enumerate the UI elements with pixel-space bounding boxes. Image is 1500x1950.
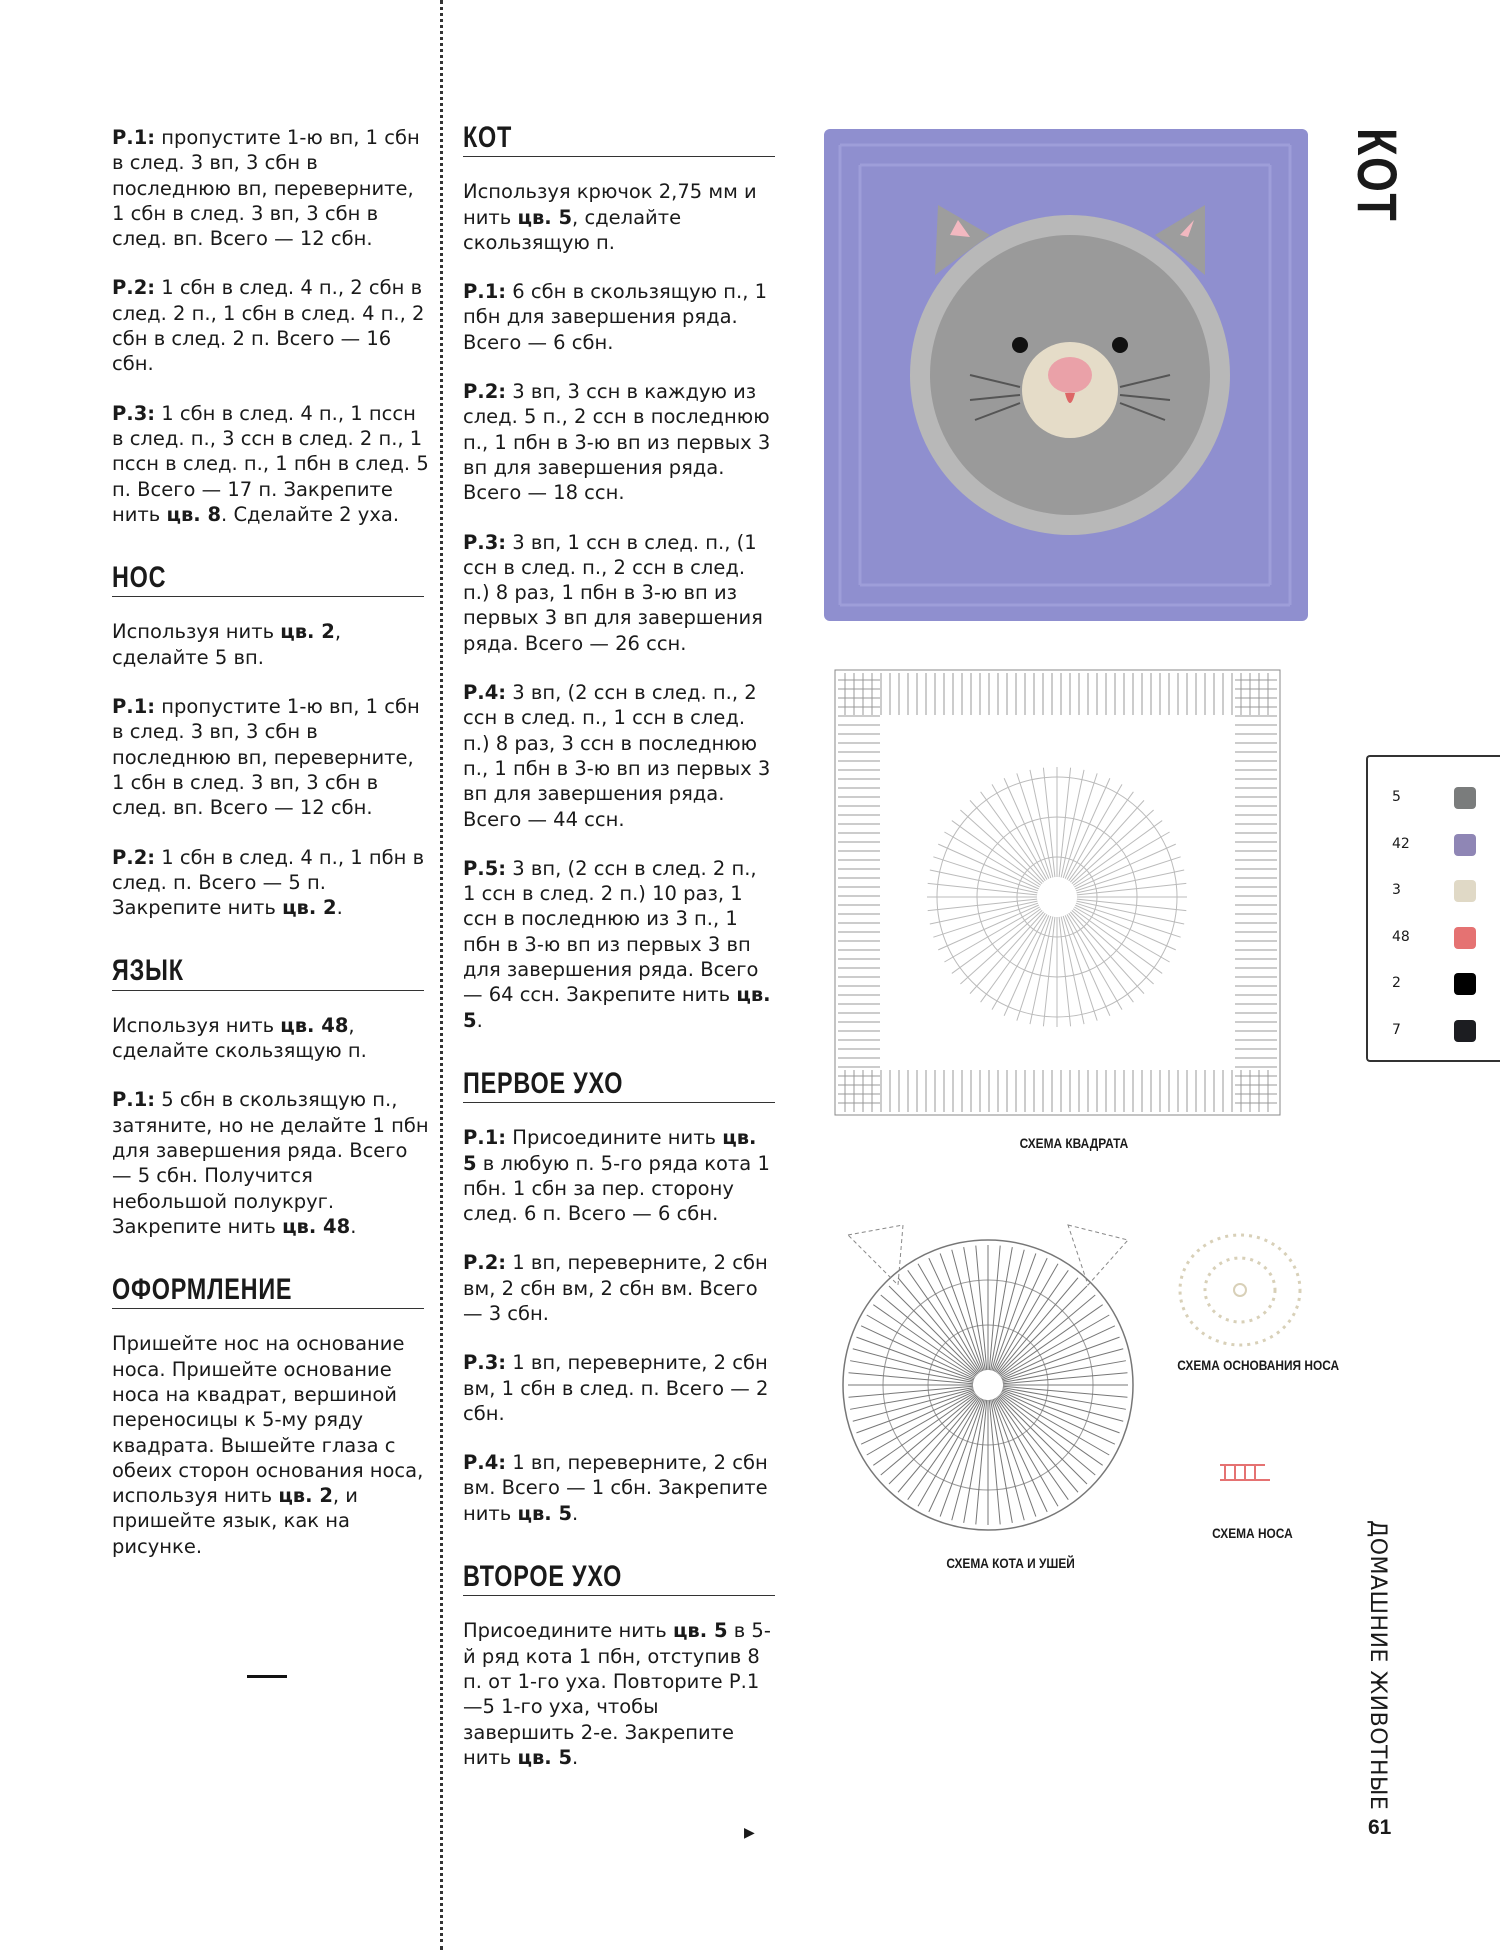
bold-text: Р.4: xyxy=(463,681,507,705)
section-heading: ВТОРОЕ УХО xyxy=(463,1564,775,1596)
stitch-mark xyxy=(849,1386,974,1397)
cat-square-photo xyxy=(820,125,1312,625)
section-heading: ЯЗЫК xyxy=(112,958,424,990)
section-heading: НОС xyxy=(112,565,424,597)
instruction-paragraph xyxy=(112,1331,430,1559)
middle-column xyxy=(463,121,775,1794)
bold-text: Р.3: xyxy=(463,530,507,554)
stitch-mark xyxy=(992,914,1047,1009)
legend-item xyxy=(1392,973,1482,995)
text: 1 сбн в след. 4 п., 1 пбн в след. п. Всего — 5 п. Закрепите нить xyxy=(112,845,425,920)
stitch-mark xyxy=(991,1247,1013,1370)
stitch-mark xyxy=(1074,832,1169,887)
text: Пришейте нос на основание носа. Пришейте основание носа на квадрат, вершиной переносицы к 5-му ряду квадрата. Вышейте глаза с обеих сторон основания носа, используя нить xyxy=(112,1332,424,1508)
instruction-paragraph xyxy=(463,1450,775,1526)
text: . xyxy=(572,1501,579,1525)
instruction-paragraph xyxy=(463,680,775,832)
section-heading: ПЕРВОЕ УХО xyxy=(463,1071,775,1103)
square-diagram xyxy=(830,665,1285,1120)
text: , сделайте скользящую п. xyxy=(112,1013,367,1063)
stitch-mark xyxy=(1003,1373,1128,1384)
nose-diagram xyxy=(1215,1455,1275,1495)
instruction-paragraph xyxy=(463,530,775,656)
color-number: 42 xyxy=(1392,835,1410,852)
stitch-mark xyxy=(849,1373,974,1384)
text: 3 вп, 1 ссн в след. п., (1 ссн в след. п., 2 ссн в след. п.) 8 раз, 1 пбн в 3-ю вп из первых 3 вп для завершения ряда. Всего — 26 ссн. xyxy=(463,530,763,655)
stitch-mark xyxy=(989,1246,1000,1371)
legend-item xyxy=(1392,1020,1482,1042)
text: . xyxy=(572,1745,579,1769)
section-heading: КОТ xyxy=(463,125,775,157)
instruction-paragraph xyxy=(112,1087,430,1239)
instruction-paragraph xyxy=(112,845,430,921)
text: Используя нить xyxy=(112,620,281,644)
bold-text: Р.1: xyxy=(112,126,156,149)
text: Присоедините нить xyxy=(463,1619,673,1643)
stitch-mark xyxy=(1000,1305,1102,1377)
color-swatch xyxy=(1454,787,1476,809)
bold-text: цв. 48 xyxy=(280,1013,349,1037)
color-swatch xyxy=(1454,834,1476,856)
stitch-mark xyxy=(1000,1394,1102,1466)
stitch-mark xyxy=(952,1250,984,1371)
instruction-paragraph xyxy=(112,401,430,527)
bold-text: цв. 2 xyxy=(280,620,335,644)
stitch-mark xyxy=(908,1397,980,1499)
bold-text: Р.3: xyxy=(463,1351,507,1375)
stitch-mark xyxy=(992,1399,1024,1520)
bold-text: цв. 5 xyxy=(463,983,771,1032)
stitch-mark xyxy=(1003,1386,1128,1397)
stitch-mark xyxy=(1003,1361,1126,1383)
text: , сделайте 5 вп. xyxy=(112,620,342,669)
stitch-mark xyxy=(1074,907,1169,962)
color-swatch xyxy=(1454,927,1476,949)
text: 1 сбн в след. 4 п., 2 сбн в след. 2 п., 1 сбн в след. 4 п., 2 сбн в след. 2 п. Всего — 16 сбн. xyxy=(112,276,425,376)
bold-text: Р.4: xyxy=(463,1451,507,1475)
color-swatch xyxy=(1454,973,1476,995)
text: в любую п. 5-го ряда кота 1 пбн. 1 сбн за пер. сторону след. 6 п. Всего — 6 сбн. xyxy=(463,1151,770,1226)
page-title: КОТ xyxy=(1346,128,1409,223)
text: Используя нить xyxy=(112,1013,281,1037)
stitch-mark xyxy=(964,1247,986,1370)
caption-nose-diagram: СХЕМА НОСА xyxy=(1212,1525,1293,1541)
stitch-mark xyxy=(873,1305,975,1377)
bold-text: Р.1: xyxy=(463,1126,507,1150)
instruction-paragraph xyxy=(463,1250,775,1326)
instruction-paragraph xyxy=(112,694,430,820)
bold-text: Р.2: xyxy=(112,276,156,300)
text: в 5-й ряд кота 1 пбн, отступив 8 п. от 1-го уха. Повторите Р.1—5 1-го уха, чтобы завершить 2-е. Закрепите нить xyxy=(463,1619,771,1769)
text: . Сделайте 2 уха. xyxy=(221,502,400,526)
bold-text: Р.3: xyxy=(112,401,156,425)
continue-arrow-icon: ▶ xyxy=(744,1825,755,1841)
caption-nose-base-diagram: СХЕМА ОСНОВАНИЯ НОСА xyxy=(1177,1357,1340,1373)
bold-text: Р.1: xyxy=(463,280,507,304)
legend-item xyxy=(1392,787,1482,809)
bold-text: Р.1: xyxy=(112,695,156,719)
color-legend xyxy=(1366,755,1500,1062)
text: , и пришейте язык, как на рисунке. xyxy=(112,1484,358,1558)
bold-text: Р.2: xyxy=(463,380,507,404)
stitch-mark xyxy=(989,1400,1000,1525)
bold-text: цв. 48 xyxy=(282,1214,351,1238)
instruction-paragraph xyxy=(112,619,430,670)
stitch-mark xyxy=(944,907,1039,962)
bold-text: цв. 2 xyxy=(282,896,337,920)
stitch-mark xyxy=(853,1349,974,1381)
instruction-paragraph xyxy=(463,1350,775,1426)
stitch-mark xyxy=(976,1246,987,1371)
stitch-mark xyxy=(992,784,1047,879)
text: 3 вп, 3 ссн в каждую из след. 5 п., 2 ссн в последнюю п., 1 пбн в 3-ю вп из первых 3 вп для завершения ряда. Всего — 18 ссн. xyxy=(463,380,771,505)
stitch-mark xyxy=(997,1270,1069,1372)
stitch-mark xyxy=(964,1400,986,1523)
stitch-mark xyxy=(1002,1389,1123,1421)
stitch-mark xyxy=(1003,1388,1126,1410)
color-number: 48 xyxy=(1392,928,1410,945)
bold-text: цв. 2 xyxy=(278,1484,333,1508)
dotted-divider xyxy=(440,0,443,1950)
legend-item xyxy=(1392,880,1482,902)
text: 3 вп, (2 ссн в след. 2 п., 1 ссн в след. 2 п.) 10 раз, 1 ссн в последнюю из 3 п., 1 пбн в 3-ю вп из первых 3 вп для завершения ряда. Всего — 64 ссн. Закрепите нить xyxy=(463,856,759,1007)
instruction-paragraph xyxy=(112,1013,430,1064)
color-number: 2 xyxy=(1392,975,1401,991)
stitch-mark xyxy=(997,1397,1069,1499)
text: 1 вп, переверните, 2 сбн вм. Всего — 1 сбн. Закрепите нить xyxy=(463,1451,768,1525)
stitch-mark xyxy=(1002,1349,1123,1381)
color-number: 7 xyxy=(1392,1021,1401,1038)
stitch-mark xyxy=(873,1394,975,1466)
color-swatch xyxy=(1454,880,1476,902)
bold-text: цв. 5 xyxy=(517,1501,573,1525)
stitch-mark xyxy=(952,1399,984,1520)
bold-text: цв. 5 xyxy=(463,1126,757,1175)
text: 1 сбн в след. 4 п., 1 пссн в след. п., 3 ссн в след. 2 п., 1 пссн в след. п., 1 пбн в след. 5 п. Всего — 17 п. Закрепите нить xyxy=(112,401,429,526)
text: , сделайте скользящую п. xyxy=(463,205,682,254)
left-column xyxy=(112,125,430,1583)
stitch-mark xyxy=(944,832,1039,887)
stitch-mark xyxy=(976,1400,987,1525)
color-number: 5 xyxy=(1392,789,1401,805)
bold-text: Р.5: xyxy=(463,856,507,880)
legend-item xyxy=(1392,927,1482,949)
instruction-paragraph xyxy=(463,856,775,1033)
bold-text: цв. 8 xyxy=(166,502,222,526)
text: Присоедините нить xyxy=(506,1126,723,1150)
section-title: ДОМАШНИЕ ЖИВОТНЫЕ xyxy=(1365,1520,1390,1811)
cat-and-ears-diagram xyxy=(828,1195,1138,1550)
instruction-paragraph xyxy=(463,1125,775,1226)
bold-text: Р.1: xyxy=(112,1088,156,1112)
bold-text: цв. 5 xyxy=(517,205,573,229)
text: 1 вп, переверните, 2 сбн вм, 2 сбн вм, 2 сбн вм. Всего — 3 сбн. xyxy=(463,1251,768,1325)
text: . xyxy=(476,1008,483,1032)
stitch-mark xyxy=(908,1270,980,1372)
instruction-paragraph xyxy=(112,275,430,376)
stitch-mark xyxy=(850,1361,973,1383)
bold-text: цв. 5 xyxy=(672,1619,728,1643)
text: пропустите 1-ю вп, 1 сбн в след. 3 вп, 3 сбн в последнюю вп, переверните, 1 сбн в след. 3 вп, 3 сбн в след. вп. Всего — 12 сбн. xyxy=(112,126,420,251)
instruction-paragraph xyxy=(463,279,775,355)
text: 3 вп, (2 ссн в след. п., 2 ссн в след. п., 1 ссн в след. п.) 8 раз, 3 ссн в последнюю п., 1 пбн в 3-ю вп из первых 3 вп для завершения ряда. Всего — 44 ссн. xyxy=(463,681,771,831)
text: . xyxy=(336,896,343,920)
caption-square-diagram: СХЕМА КВАДРАТА xyxy=(1019,1135,1129,1151)
instruction-paragraph xyxy=(463,179,775,255)
caption-cat-diagram: СХЕМА КОТА И УШЕЙ xyxy=(946,1555,1075,1571)
stitch-mark xyxy=(991,1400,1013,1523)
page-number: 61 xyxy=(1368,1816,1392,1839)
end-mark xyxy=(247,1675,287,1678)
stitch-mark xyxy=(1067,784,1122,879)
text: 1 вп, переверните, 2 сбн вм, 1 сбн в след. п. Всего — 2 сбн. xyxy=(463,1351,769,1425)
stitch-mark xyxy=(850,1388,973,1410)
text: пропустите 1-ю вп, 1 сбн в след. 3 вп, 3 сбн в последнюю вп, переверните, 1 сбн в след. 3 вп, 3 сбн в след. вп. Всего — 12 сбн. xyxy=(112,695,420,820)
instruction-paragraph xyxy=(463,1618,775,1770)
nose-base-diagram xyxy=(1170,1215,1310,1355)
color-number: 3 xyxy=(1392,882,1401,898)
text: . xyxy=(350,1214,357,1238)
legend-item xyxy=(1392,834,1482,856)
color-swatch xyxy=(1454,1020,1476,1042)
bold-text: Р.2: xyxy=(463,1251,507,1275)
text: Используя крючок 2,75 мм и нить xyxy=(463,180,757,229)
bold-text: Р.2: xyxy=(112,845,156,869)
instruction-paragraph xyxy=(112,125,430,251)
section-heading: ОФОРМЛЕНИЕ xyxy=(112,1277,424,1309)
instruction-paragraph xyxy=(463,379,775,505)
text: 6 сбн в скользящую п., 1 пбн для завершения ряда. Всего — 6 сбн. xyxy=(463,280,768,354)
stitch-mark xyxy=(853,1389,974,1421)
bold-text: цв. 5 xyxy=(517,1745,573,1769)
stitch-mark xyxy=(1067,914,1122,1009)
text: 5 сбн в скользящую п., затяните, но не делайте 1 пбн для завершения ряда. Всего — 5 сбн. Получится небольшой полукруг. Закрепите нить xyxy=(112,1088,429,1238)
stitch-mark xyxy=(992,1250,1024,1371)
